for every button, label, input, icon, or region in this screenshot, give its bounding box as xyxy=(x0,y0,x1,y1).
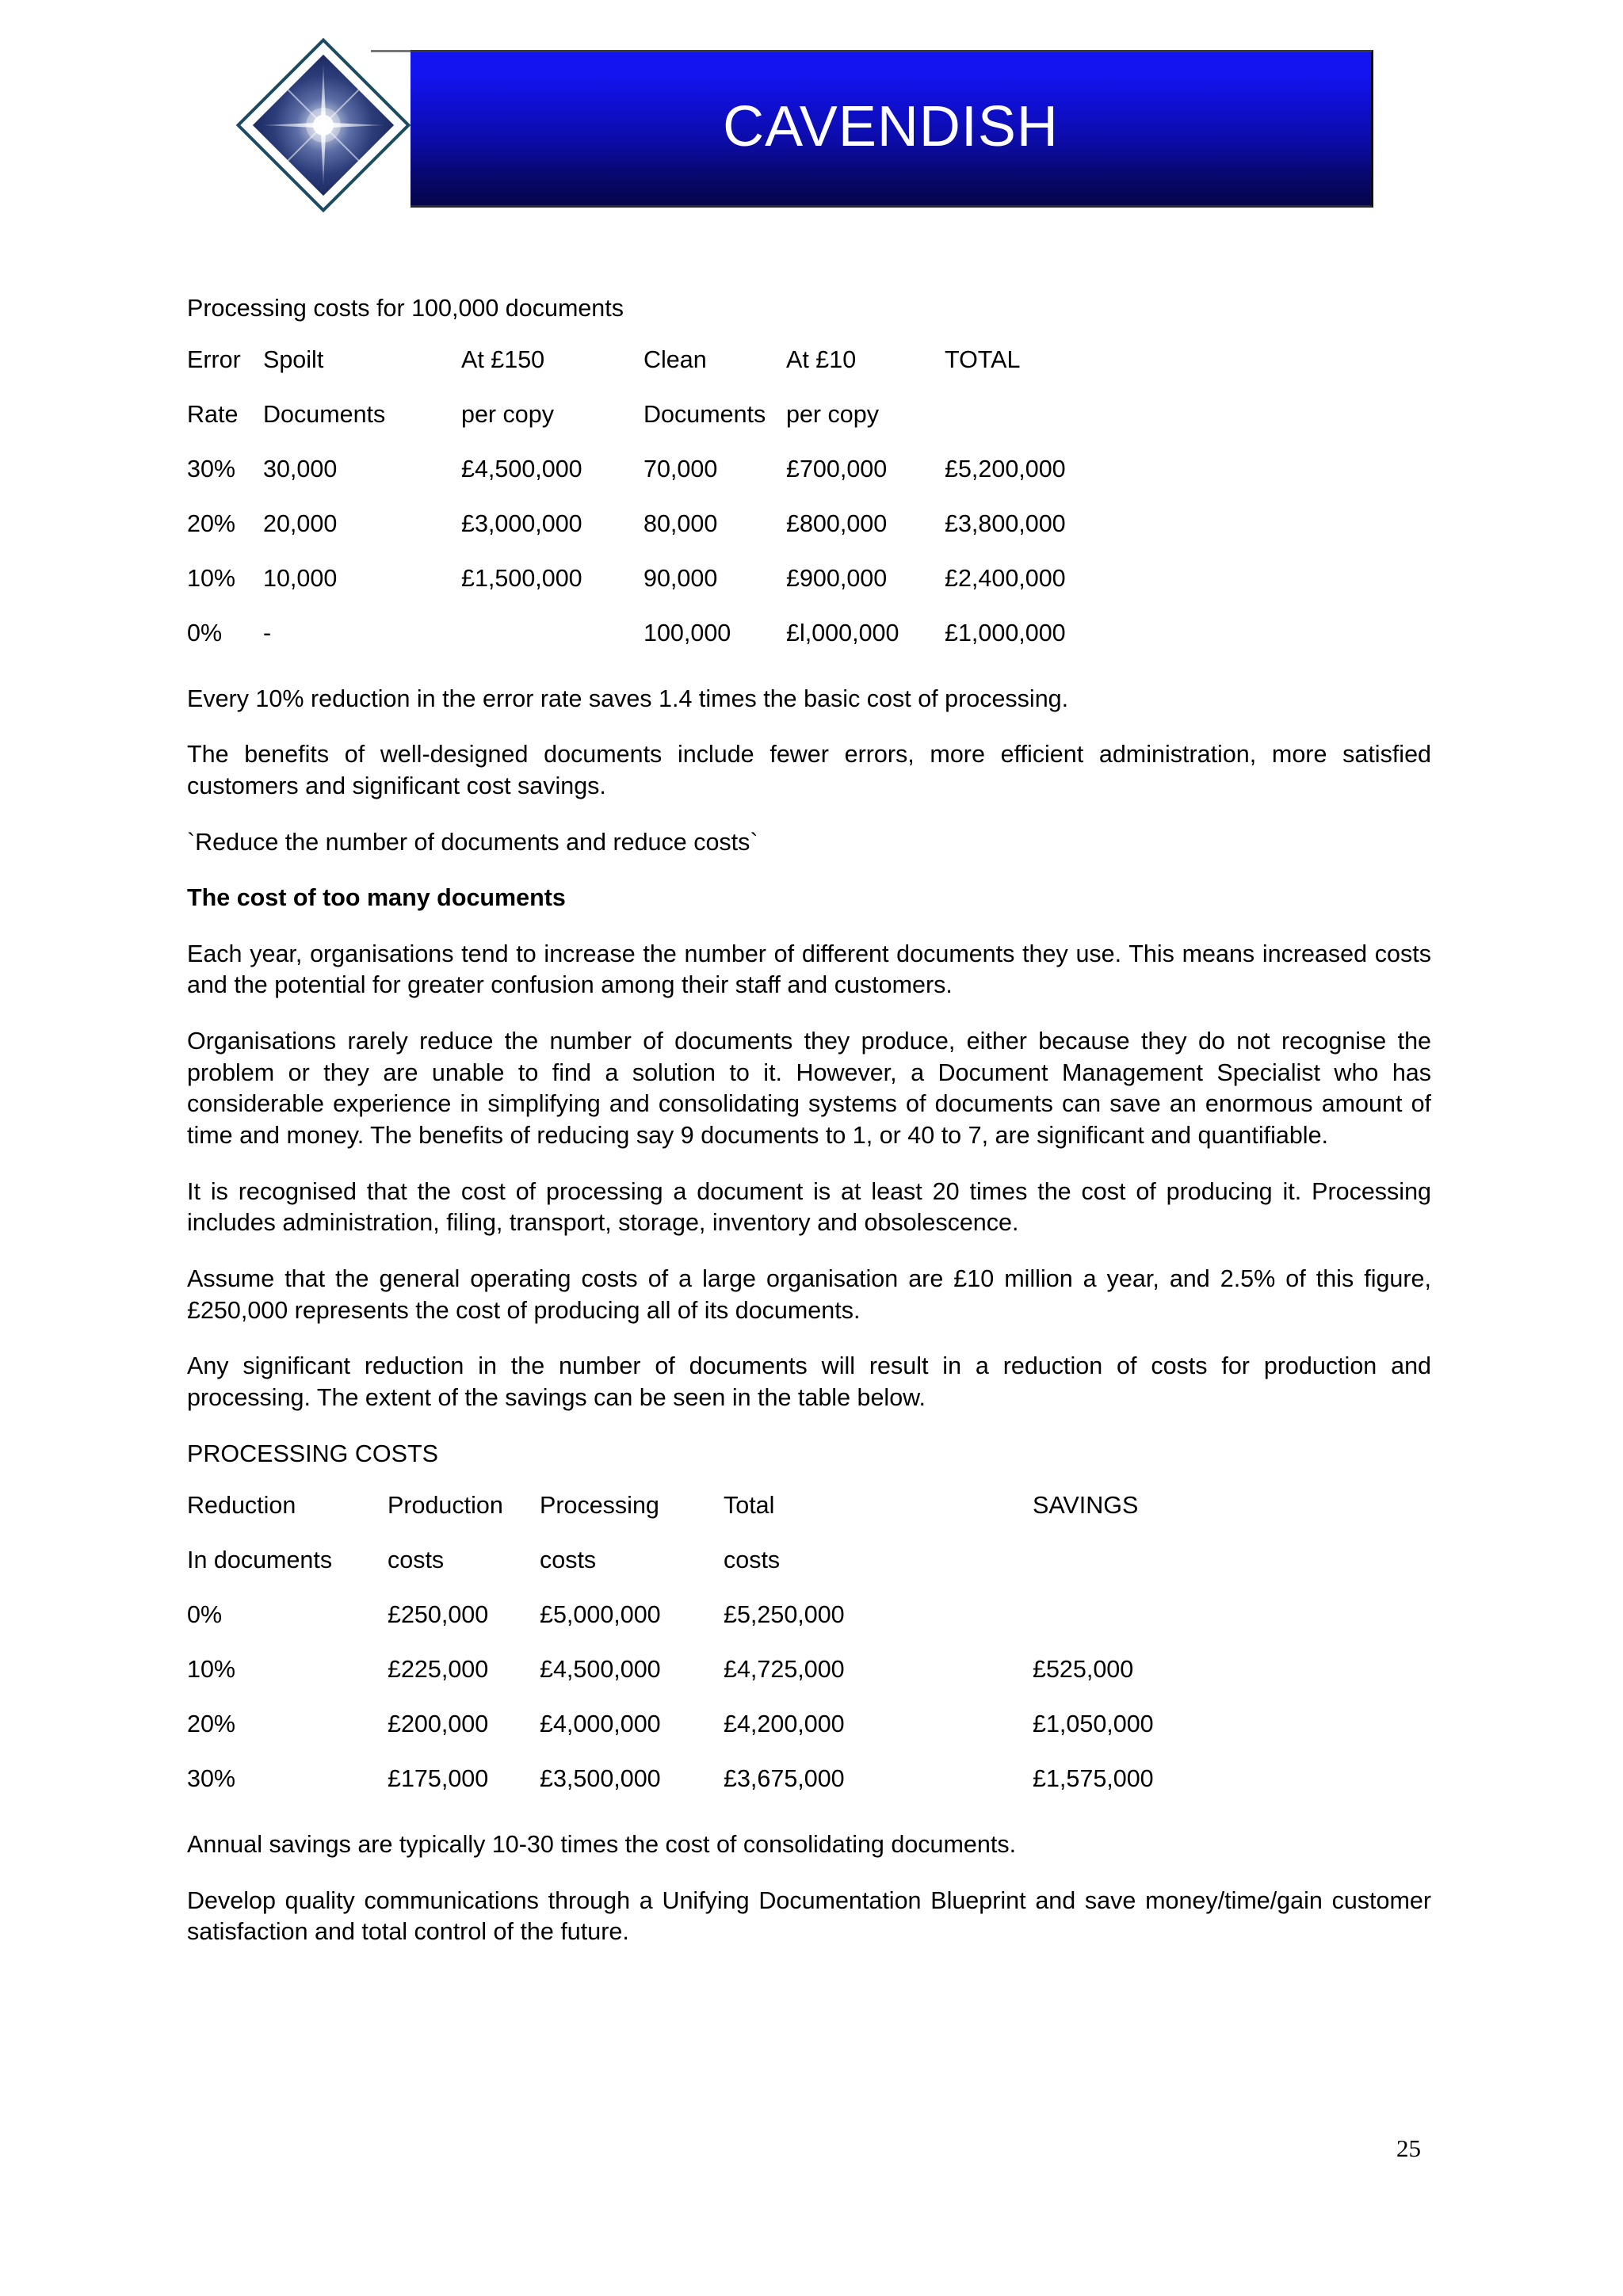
th-per-copy-clean: per copy xyxy=(786,400,879,428)
th-documents-clean: Documents xyxy=(643,400,766,428)
para-assume: Assume that the general operating costs of a large organisation are £10 million a year, and 2.5% of this figure, £250,000 represents the cost of producing all of its documents. xyxy=(187,1264,1431,1324)
para-rarely-reduce: Organisations rarely reduce the number of documents they produce, either because they do not recognise the problem or they are unable to find a solution to it. However, a Document Management Specialist who has considerable experience in simplifying and consolidating systems of documents can save an enormous amount of time and money. The benefits of reducing say 9 documents to 1, or 40 to 7, are significant and quantifiable. xyxy=(187,1028,1431,1150)
logo-diamond-white-ring xyxy=(240,42,406,208)
cavendish-diamond-logo xyxy=(239,41,407,209)
cell: £3,500,000 xyxy=(540,1765,661,1793)
th-processing: Processing xyxy=(540,1492,659,1520)
cell: £4,000,000 xyxy=(540,1711,661,1738)
table-row xyxy=(187,1601,1431,1656)
cell: 10% xyxy=(187,1656,236,1684)
cell: 20,000 xyxy=(263,509,338,537)
th-blank xyxy=(1033,1547,1431,1601)
th-blank xyxy=(945,401,1431,456)
table-header-row xyxy=(187,1492,1431,1547)
page-number: 25 xyxy=(1396,2134,1421,2162)
cavendish-banner xyxy=(411,50,1373,208)
th-documents: Documents xyxy=(263,400,386,428)
logo-diamond-outer xyxy=(236,38,411,213)
th-total-costs: costs xyxy=(724,1547,781,1574)
cell: £4,725,000 xyxy=(724,1656,845,1684)
intro-line: Processing costs for 100,000 documents xyxy=(187,295,624,322)
heading-cost-of-too-many-documents: The cost of too many documents xyxy=(187,884,566,912)
th-at-150: At £150 xyxy=(461,345,545,373)
th-total: TOTAL xyxy=(945,345,1021,373)
th-rate: Rate xyxy=(187,400,239,428)
cell: 10% xyxy=(187,564,236,592)
processing-costs-table-1 xyxy=(187,346,1431,674)
cell: £4,500,000 xyxy=(540,1656,661,1684)
cell: 70,000 xyxy=(643,455,718,482)
cell: 10,000 xyxy=(263,564,338,592)
para-recognised: It is recognised that the cost of processing a document is at least 20 times the cost of producing it. Processing includes administration, filing, transport, storage, inventory and obsolescence. xyxy=(187,1177,1431,1237)
table-row xyxy=(187,456,1431,510)
th-total: Total xyxy=(724,1492,775,1520)
cell: £1,575,000 xyxy=(1033,1765,1154,1793)
cell: £800,000 xyxy=(786,509,888,537)
page-header xyxy=(0,0,1623,238)
para-any-significant: Any significant reduction in the number of documents will result in a reduction of costs for production and processing. The extent of the savings can be seen in the table below. xyxy=(187,1352,1431,1411)
cell: £3,800,000 xyxy=(945,509,1066,537)
th-clean: Clean xyxy=(643,345,707,373)
cell: 20% xyxy=(187,1711,236,1738)
para-annual-savings: Annual savings are typically 10-30 times the cost of consolidating documents. xyxy=(187,1831,1017,1859)
th-spoilt: Spoilt xyxy=(263,345,324,373)
cell: £4,500,000 xyxy=(461,455,582,482)
cell: £1,050,000 xyxy=(1033,1711,1154,1738)
cell: 0% xyxy=(187,619,223,646)
table-row xyxy=(187,565,1431,620)
cell: £4,200,000 xyxy=(724,1711,845,1738)
table-row xyxy=(187,1656,1431,1711)
cell: 20% xyxy=(187,509,236,537)
cell: £5,000,000 xyxy=(540,1601,661,1629)
th-per-copy: per copy xyxy=(461,400,554,428)
th-production-costs: costs xyxy=(388,1547,445,1574)
document-body xyxy=(187,293,1431,1973)
th-processing-costs: costs xyxy=(540,1547,597,1574)
th-in-documents: In documents xyxy=(187,1547,333,1574)
cell: £5,250,000 xyxy=(724,1601,845,1629)
cell xyxy=(461,620,643,674)
cell xyxy=(1033,1601,1431,1656)
cell: £1,500,000 xyxy=(461,564,582,592)
cell: £l,000,000 xyxy=(786,619,899,646)
cell: £1,000,000 xyxy=(945,619,1066,646)
table-row xyxy=(187,1711,1431,1765)
cell: £200,000 xyxy=(388,1711,489,1738)
cell: - xyxy=(263,619,272,646)
cell: 30% xyxy=(187,1765,236,1793)
cell: 90,000 xyxy=(643,564,718,592)
th-reduction: Reduction xyxy=(187,1492,296,1520)
cell: 30,000 xyxy=(263,455,338,482)
cell: £175,000 xyxy=(388,1765,489,1793)
para-develop: Develop quality communications through a Unifying Documentation Blueprint and save money/time/gain customer satisfaction and total control of the future. xyxy=(187,1886,1431,1946)
table-row xyxy=(187,620,1431,674)
cell: 0% xyxy=(187,1601,223,1629)
quote-reduce: `Reduce the number of documents and reduce costs` xyxy=(187,828,758,856)
th-error: Error xyxy=(187,345,241,373)
cell: £700,000 xyxy=(786,455,888,482)
th-at-10: At £10 xyxy=(786,345,857,373)
cell: £525,000 xyxy=(1033,1656,1134,1684)
cell: £250,000 xyxy=(388,1601,489,1629)
para-each-year: Each year, organisations tend to increase the number of different documents they use. This means increased costs and the potential for greater confusion among their staff and customers. xyxy=(187,940,1431,999)
processing-costs-table-2 xyxy=(187,1492,1431,1820)
cell: £3,000,000 xyxy=(461,509,582,537)
cell: £3,675,000 xyxy=(724,1765,845,1793)
table-header-row xyxy=(187,401,1431,456)
th-savings: SAVINGS xyxy=(1033,1492,1139,1520)
cell: 30% xyxy=(187,455,236,482)
th-production: Production xyxy=(388,1492,503,1520)
processing-costs-label: PROCESSING COSTS xyxy=(187,1440,438,1467)
table-header-row xyxy=(187,1547,1431,1601)
table-header-row xyxy=(187,346,1431,401)
table-row xyxy=(187,1765,1431,1820)
table-row xyxy=(187,510,1431,565)
cell: 100,000 xyxy=(643,619,731,646)
cell: 80,000 xyxy=(643,509,718,537)
para-benefits: The benefits of well-designed documents include fewer errors, more efficient administration, more satisfied customers and significant cost savings. xyxy=(187,741,1431,799)
banner-title: CAVENDISH xyxy=(723,94,1059,158)
cell: £2,400,000 xyxy=(945,564,1066,592)
para-saving: Every 10% reduction in the error rate saves 1.4 times the basic cost of processing. xyxy=(187,685,1069,712)
logo-diamond-core xyxy=(253,55,394,196)
cell: £5,200,000 xyxy=(945,455,1066,482)
cell: £900,000 xyxy=(786,564,888,592)
cell: £225,000 xyxy=(388,1656,489,1684)
